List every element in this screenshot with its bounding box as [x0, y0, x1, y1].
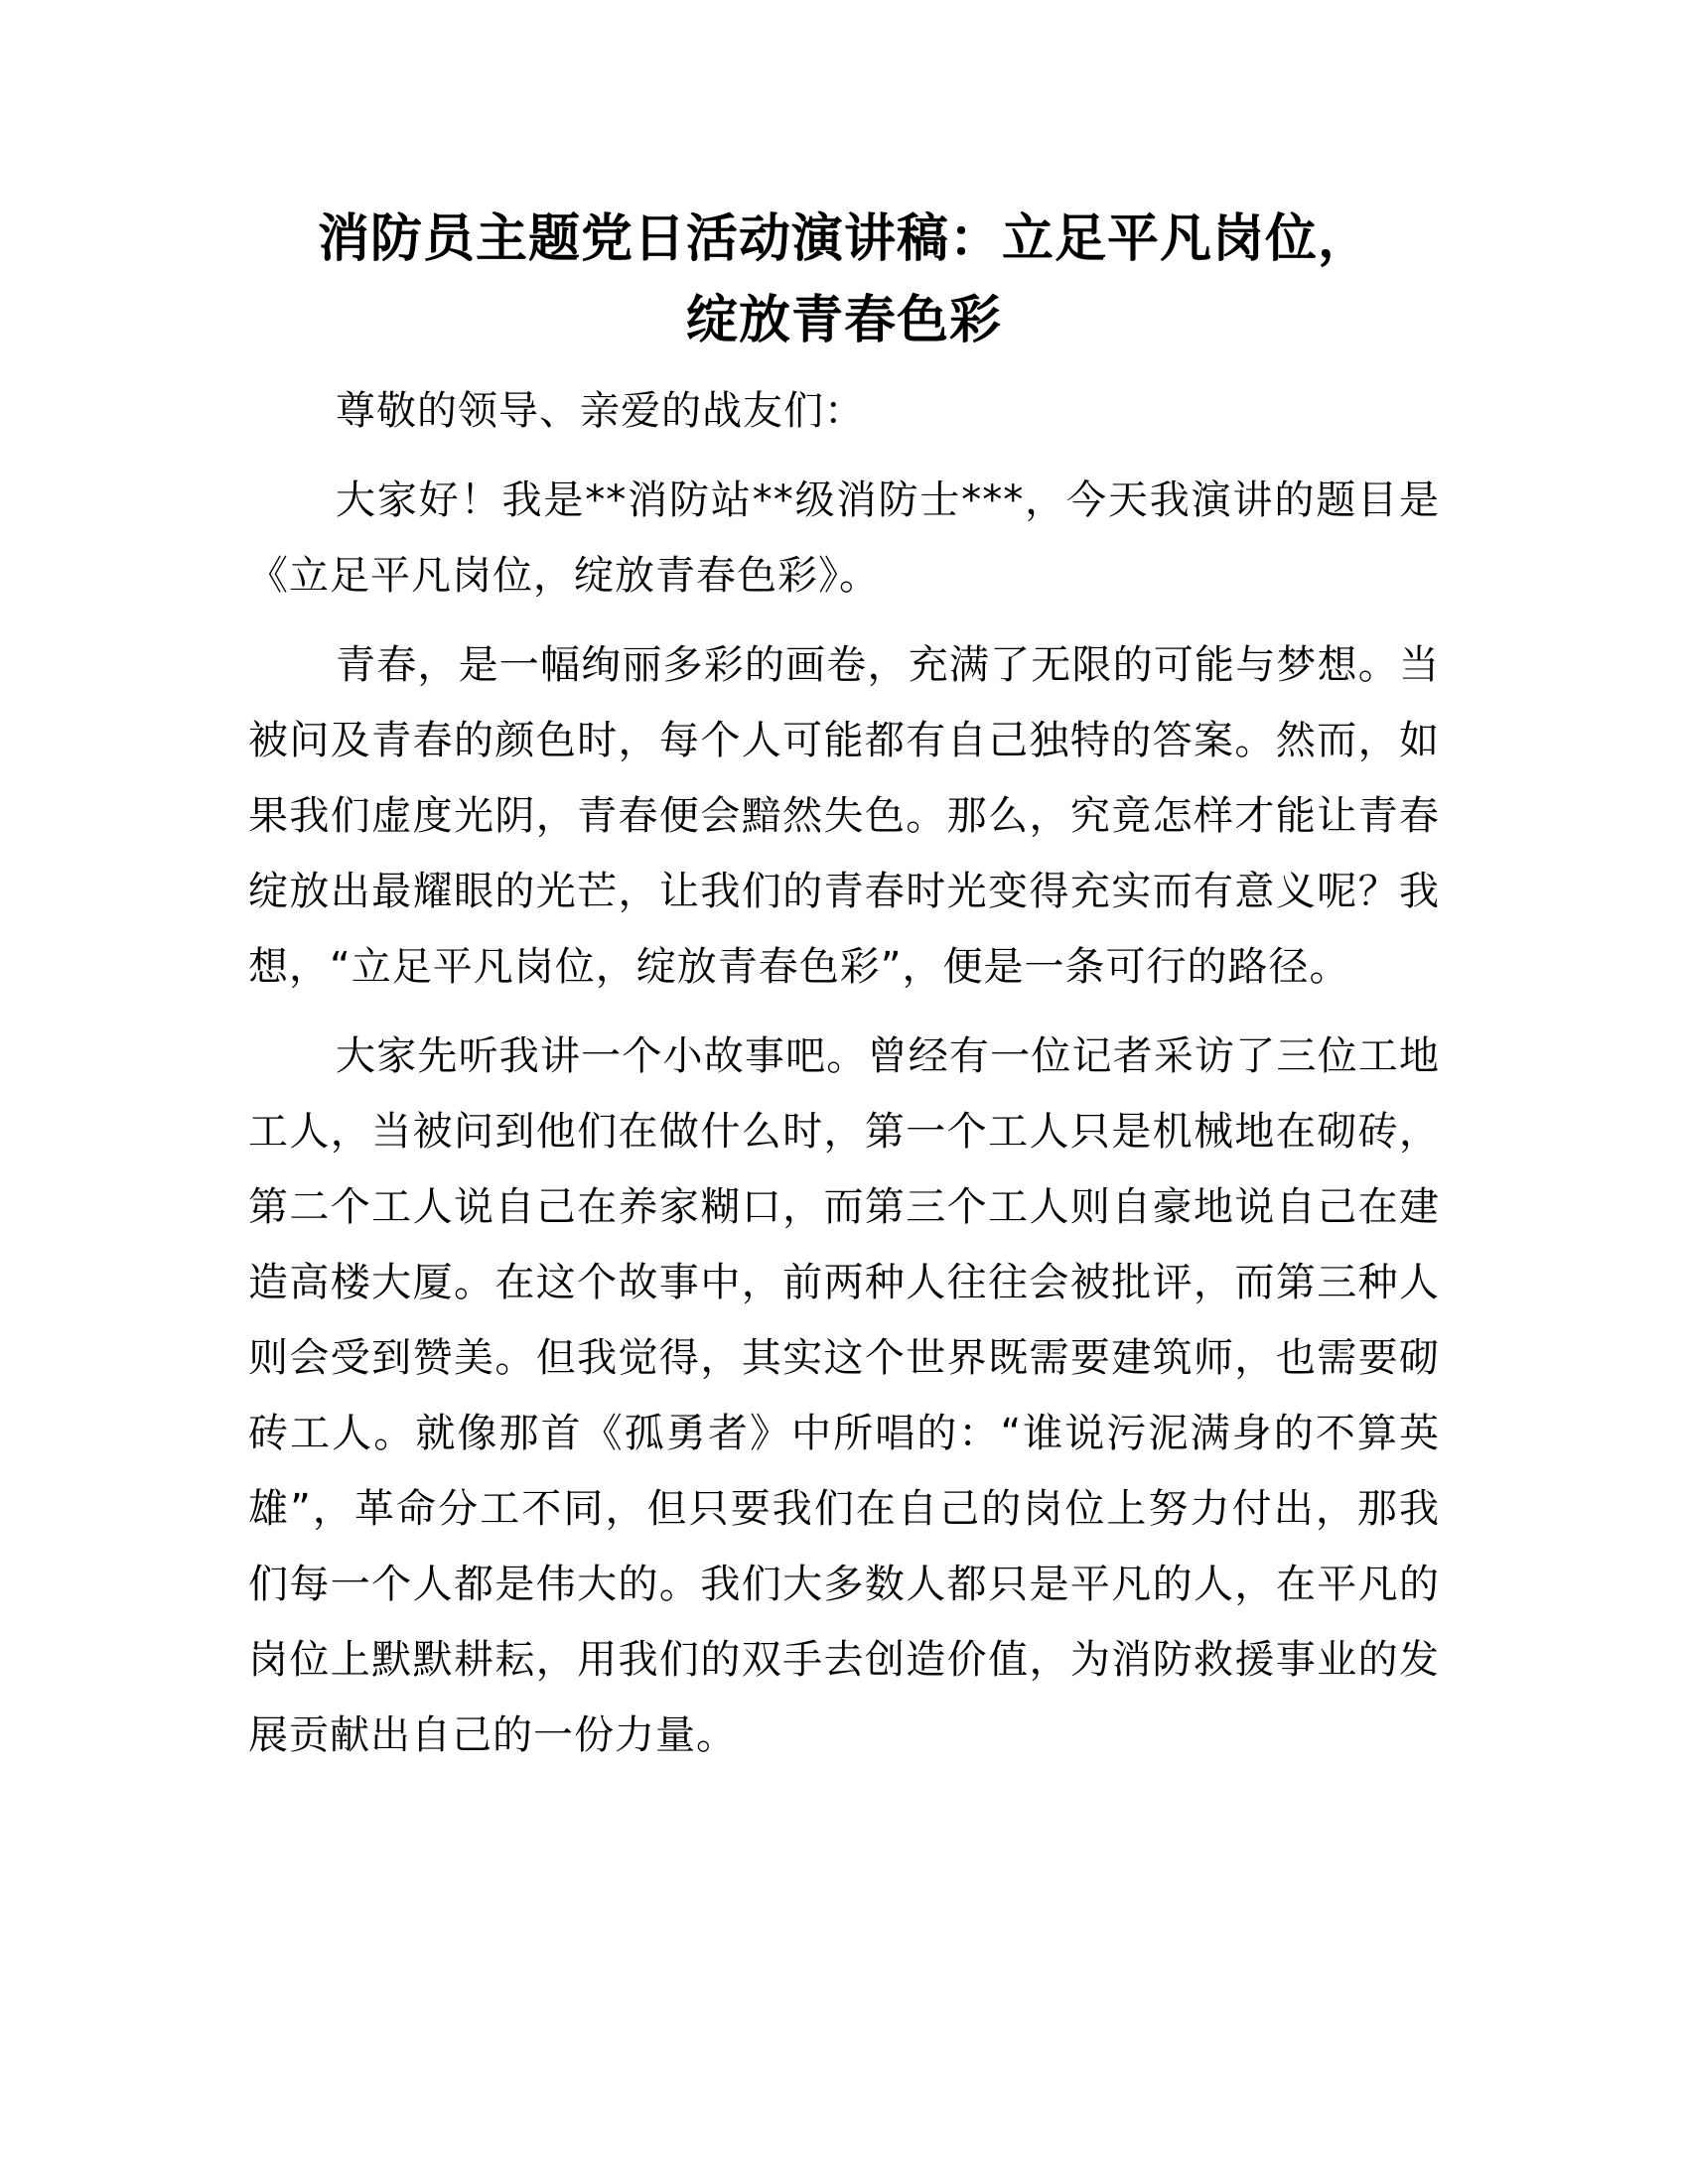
- youth-paragraph: 青春，是一幅绚丽多彩的画卷，充满了无限的可能与梦想。当被问及青春的颜色时，每个人可能都有自己独特的答案。然而，如果我们虚度光阴，青春便会黯然失色。那么，究竟怎样才能让青春绽放出最耀眼的光芒，让我们的青春时光变得充实而有意义呢？我想，“立足平凡岗位，绽放青春色彩”，便是一条可行的路径。: [248, 642, 1440, 990]
- story-paragraph: 大家先听我讲一个小故事吧。曾经有一位记者采访了三位工地工人，当被问到他们在做什么时，第一个工人只是机械地在砌砖，第二个工人说自己在养家糊口，而第三个工人则自豪地说自己在建造高楼大厦。在这个故事中，前两种人往往会被批评，而第三种人则会受到赞美。但我觉得，其实这个世界既需要建筑师，也需要砌砖工人。就像那首《孤勇者》中所唱的：“谁说污泥满身的不算英雄”，革命分工不同，但只要我们在自己的岗位上努力付出，那我们每一个人都是伟大的。我们大多数人都只是平凡的人，在平凡的岗位上默默耕耘，用我们的双手去创造价值，为消防救援事业的发展贡献出自己的一份力量。: [248, 1033, 1440, 1758]
- title-line-1: 消防员主题党日活动演讲稿：立足平凡岗位，: [317, 209, 1370, 269]
- greeting-paragraph: 大家好！我是**消防站**级消防士***，今天我演讲的题目是《立足平凡岗位，绽放青春色彩》。: [248, 478, 1440, 599]
- title-line-2: 绽放青春色彩: [685, 291, 1002, 350]
- document-body: [248, 373, 1440, 1787]
- document-title: [228, 199, 1460, 361]
- salutation-paragraph: 尊敬的领导、亲爱的战友们：: [336, 388, 865, 434]
